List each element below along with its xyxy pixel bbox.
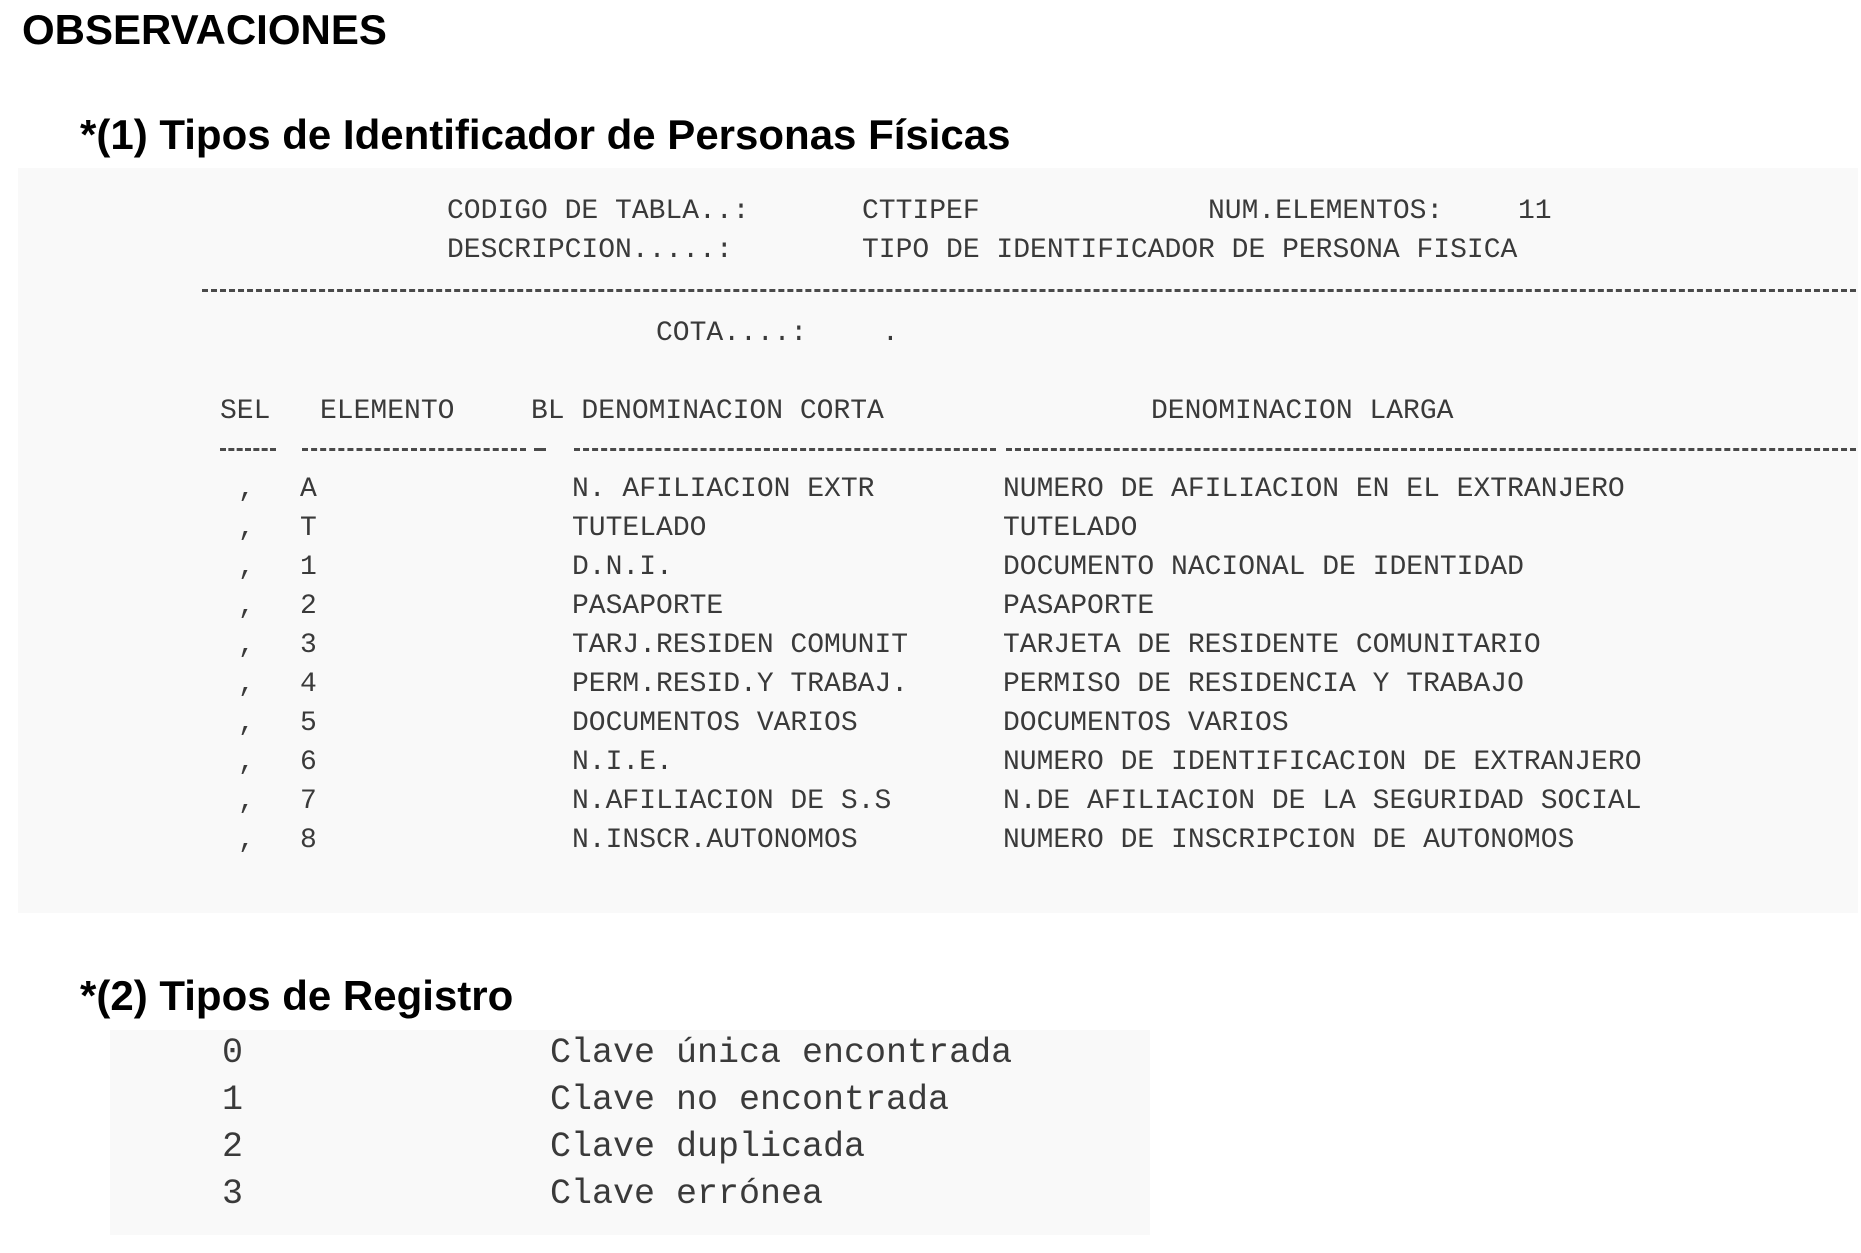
record-type-code: 1 — [222, 1080, 244, 1120]
column-header-elemento: ELEMENTO — [320, 396, 455, 427]
row-denominacion-corta: N.I.E. — [572, 747, 673, 778]
row-denominacion-corta: TARJ.RESIDEN COMUNIT — [572, 630, 909, 661]
num-elementos-label: NUM.ELEMENTOS: — [1208, 196, 1444, 227]
row-denominacion-larga: DOCUMENTO NACIONAL DE IDENTIDAD — [1003, 552, 1524, 583]
cota-label: COTA....: — [656, 318, 808, 349]
descripcion-label: DESCRIPCION.....: — [447, 235, 733, 266]
row-denominacion-corta: TUTELADO — [572, 513, 707, 544]
section1-title: *(1) Tipos de Identificador de Personas Físicas — [80, 111, 1011, 158]
row-denominacion-corta: N. AFILIACION EXTR — [572, 474, 875, 505]
row-sel: , — [238, 474, 255, 505]
column-underline — [220, 448, 276, 451]
row-denominacion-corta: N.AFILIACION DE S.S — [572, 786, 892, 817]
row-denominacion-corta: PERM.RESID.Y TRABAJ. — [572, 669, 909, 700]
row-elemento: 4 — [300, 669, 317, 700]
table-row — [18, 821, 1658, 860]
row-denominacion-larga: PASAPORTE — [1003, 591, 1155, 622]
row-denominacion-larga: N.DE AFILIACION DE LA SEGURIDAD SOCIAL — [1003, 786, 1642, 817]
row-denominacion-larga: NUMERO DE IDENTIFICACION DE EXTRANJERO — [1003, 747, 1642, 778]
num-elementos-value: 11 — [1518, 196, 1552, 227]
descripcion-value: TIPO DE IDENTIFICADOR DE PERSONA FISICA — [862, 235, 1518, 266]
record-type-code: 3 — [222, 1174, 244, 1214]
row-denominacion-larga: PERMISO DE RESIDENCIA Y TRABAJO — [1003, 669, 1524, 700]
row-elemento: 7 — [300, 786, 317, 817]
list-item — [110, 1030, 1110, 1077]
table-row — [18, 548, 1658, 587]
column-header-bl-denominacion-corta: BL DENOMINACION CORTA — [531, 396, 884, 427]
row-denominacion-larga: TARJETA DE RESIDENTE COMUNITARIO — [1003, 630, 1541, 661]
row-sel: , — [238, 825, 255, 856]
table-row — [18, 626, 1658, 665]
header-divider — [202, 289, 1856, 292]
table-row — [18, 587, 1658, 626]
row-sel: , — [238, 513, 255, 544]
row-sel: , — [238, 747, 255, 778]
row-elemento: 6 — [300, 747, 317, 778]
row-sel: , — [238, 552, 255, 583]
row-denominacion-larga: TUTELADO — [1003, 513, 1138, 544]
record-type-description: Clave única encontrada — [550, 1033, 1013, 1073]
row-denominacion-corta: N.INSCR.AUTONOMOS — [572, 825, 858, 856]
table-row — [18, 704, 1658, 743]
row-elemento: 8 — [300, 825, 317, 856]
row-denominacion-larga: DOCUMENTOS VARIOS — [1003, 708, 1289, 739]
cota-value: . — [882, 318, 899, 349]
row-elemento: 5 — [300, 708, 317, 739]
column-header-denominacion-larga: DENOMINACION LARGA — [1151, 396, 1454, 427]
row-elemento: T — [300, 513, 317, 544]
column-underline — [302, 448, 526, 451]
table-row — [18, 509, 1658, 548]
table-row — [18, 743, 1658, 782]
row-elemento: 3 — [300, 630, 317, 661]
column-underline — [1006, 448, 1856, 451]
row-denominacion-corta: PASAPORTE — [572, 591, 724, 622]
table-row — [18, 782, 1658, 821]
list-item — [110, 1077, 1110, 1124]
row-denominacion-larga: NUMERO DE INSCRIPCION DE AUTONOMOS — [1003, 825, 1575, 856]
record-type-code: 2 — [222, 1127, 244, 1167]
identifier-table-body — [18, 470, 1858, 870]
row-sel: , — [238, 591, 255, 622]
codigo-tabla-value: CTTIPEF — [862, 196, 980, 227]
row-denominacion-larga: NUMERO DE AFILIACION EN EL EXTRANJERO — [1003, 474, 1625, 505]
record-type-code: 0 — [222, 1033, 244, 1073]
list-item — [110, 1124, 1110, 1171]
row-sel: , — [238, 669, 255, 700]
codigo-tabla-label: CODIGO DE TABLA..: — [447, 196, 750, 227]
section2-title: *(2) Tipos de Registro — [80, 972, 514, 1019]
row-sel: , — [238, 708, 255, 739]
table-row — [18, 470, 1658, 509]
row-elemento: A — [300, 474, 317, 505]
row-elemento: 2 — [300, 591, 317, 622]
row-sel: , — [238, 786, 255, 817]
identifier-types-scan — [18, 168, 1858, 913]
row-denominacion-corta: DOCUMENTOS VARIOS — [572, 708, 858, 739]
record-type-description: Clave no encontrada — [550, 1080, 950, 1120]
column-header-sel: SEL — [220, 396, 271, 427]
record-type-description: Clave duplicada — [550, 1127, 866, 1167]
column-underline — [534, 448, 546, 451]
row-elemento: 1 — [300, 552, 317, 583]
row-sel: , — [238, 630, 255, 661]
record-types-scan — [110, 1030, 1150, 1235]
list-item — [110, 1171, 1110, 1218]
table-row — [18, 665, 1658, 704]
page-title: OBSERVACIONES — [22, 6, 387, 53]
record-type-description: Clave errónea — [550, 1174, 824, 1214]
row-denominacion-corta: D.N.I. — [572, 552, 673, 583]
column-underline — [574, 448, 996, 451]
